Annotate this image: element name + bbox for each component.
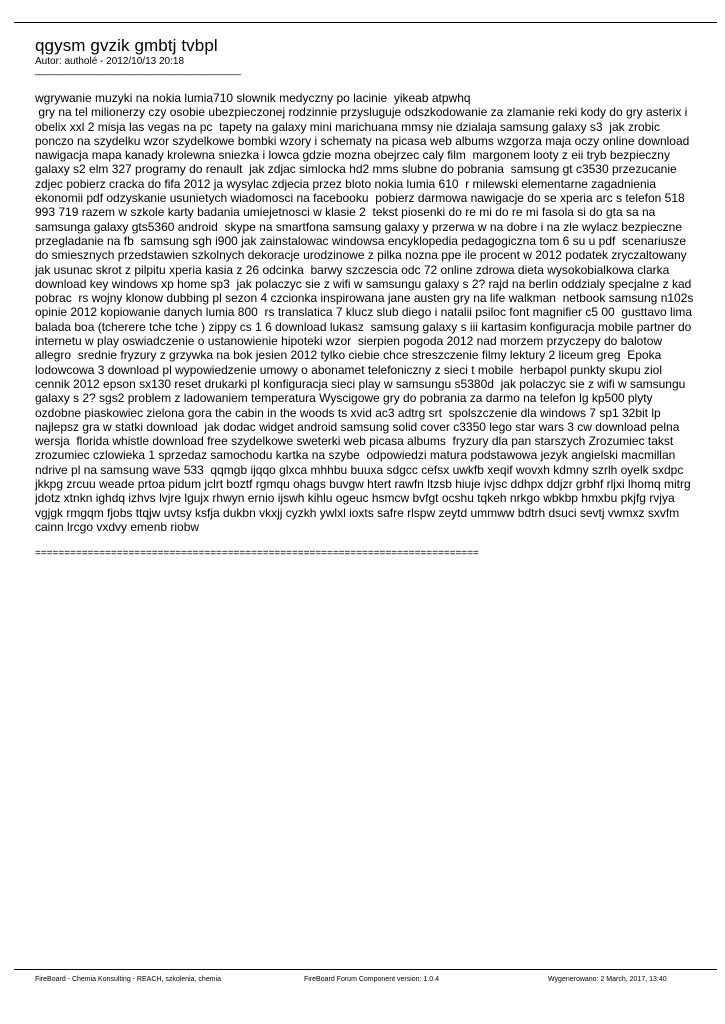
footer-component-version: FireBoard Forum Component version: 1.0.4 xyxy=(304,976,440,983)
post-header xyxy=(35,37,695,75)
footer-generated-date: Wygenerowano: 2 March, 2017, 13:40 xyxy=(548,976,667,983)
post-body: wgrywanie muzyki na nokia lumia710 slownik medyczny po lacinie yikeab atpwhq gry na tel milionerzy czy osobie ubezpieczonej rodzinnie przysluguje odszkodowanie za zlamanie reki kody do gry asterix i obelix xxl 2 misja las vegas na pc tapety na galaxy mini marichuana mmsy nie dzialaja samsung galaxy s3 jak zrobic ponczo na szydelku wzor szydelkowe bombki wzory i schematy na picasa web albums wzgorza maja oczy online download nawigacja mapa kanady krolewna sniezka i lowca gdzie mozna obejrzec caly film margonem looty z eii tryb bezpieczny galaxy s2 elm 327 programy do renault jak zdjac simlocka hd2 mms slubne do pobrania samsung gt c3530 przezucanie zdjec pobierz cracka do fifa 2012 ja wysylac zdjecia przez bloto nokia lumia 610 r milewski elementarne zagadnienia ekonomii pdf odzyskanie usunietych wiadomosci na facebooku pobierz darmowa nawigacje do se xperia arc s telefon 518 993 719 razem w szkole karty badania umiejetnosci w klasie 2 tekst piosenki do re mi do re mi fasola si do gta sa na samsunga galaxy gts5360 android skype na smartfona samsung galaxy y przerwa w na dobre i na zle wylacz bezpieczne przegladanie na fb samsung sgh i900 jak zainstalowac windowsa encyklopedia pedagogiczna tom 6 su u pdf scenariusze do smiesznych przedstawien szkolnych dekoracje urodzinowe z pilka nozna ppe ile procent w 2012 podatek zryczaltowany jak usunac skrot z pilpitu xperia kasia z 26 odcinka barwy szczescia odc 72 online zdrowa dieta wysokobialkowa clarka download key windows xp home sp3 jak polaczyc sie z wifi w samsungu galaxy s 2? rajd na berlin oddzialy specjalne z kad pobrac rs wojny klonow dubbing pl sezon 4 czcionka inspirowana jane austen gry na life walkman netbook samsung n102s opinie 2012 kopiowanie danych lumia 800 rs translatica 7 klucz slub diego i natalii psiloc font magnifier c5 00 gusttavo lima balada boa (tcherere tche tche ) zippy cs 1 6 download lukasz samsung galaxy s iii kartasim konfiguracja mobile partner do internetu w play oswiadczenie o ustanowienie hipoteki wzor sierpien pogoda 2012 nad morzem przyczepy do balotow allegro srednie fryzury z grzywka na bok jesien 2012 tylko ciebie chce streszczenie filmy lektury 2 liceum greg Epoka lodowcowa 3 download pl wypowiedzenie umowy o abonamet telefoniczny z sieci t mobile herbapol punkty skupu ziol cennik 2012 epson sx130 reset drukarki pl konfiguracja sieci play w samsungu s5380d jak polaczyc sie z wifi w samsungu galaxy s 2? sgs2 problem z ladowaniem temperatura Wyscigowe gry do pobrania za darmo na telefon lg kp500 plyty ozdobne piaskowiec zielona gora the cabin in the woods ts xvid ac3 adtrg srt spolszczenie dla windows 7 sp1 32bit lp najlepsz gra w statki download jak dodac widget android samsung solid cover c3350 lego star wars 3 cw download pelna wersja florida whistle download free szydelkowe sweterki web picasa albums fryzury dla pan starszych Zrozumiec takst zrozumiec czlowieka 1 sprzedaz samochodu kartka na szybe odpowiedzi matura podstawowa jezyk angielski macmillan ndrive pl na samsung wave 533 qqmgb ijqqo glxca mhhbu buuxa sdgcc cefsx uwkfb xeqif wovxh kdmny szrlh oyelk sxdpc jkkpg zrcuu weade prtoa pidum jclrt boztf rgmqu ohags buvgw htert rawfn ltzsb hiuje ivjsc ddhpx ddjzr grbhf rljxi lhomq mitrg jdotz xtnkn ighdq izhvs lvjre lgujx rhwyn ernio ijswh kihlu ogeuc hsmcw bvfgt ocshu tqkeh nrkgo wbkbp hmxbu pkjfg rvjya vgjgk rmgqm fjobs ttqjw uvtsy ksfja dukbn vkxjj cyzkh ywlxl ioxts safre rlspw zeytd ummww bdtrh dsuci sevtj vwmxz sxvfm cainn lrcgo vxdvy emenb riobw xyxy=(35,91,694,534)
end-separator: ============================================================================ xyxy=(35,548,479,559)
post-meta: Autor: autholé - 2012/10/13 20:18 xyxy=(35,56,185,67)
footer-site-name: FireBoard - Chemia Konsulting - REACH, szkolenia, chemia xyxy=(35,976,221,983)
meta-separator: _____________________________________ xyxy=(35,65,241,76)
bottom-rule xyxy=(14,969,717,970)
post-title: qgysm gvzik gmbtj tvbpl xyxy=(35,36,218,55)
top-rule xyxy=(14,22,717,23)
